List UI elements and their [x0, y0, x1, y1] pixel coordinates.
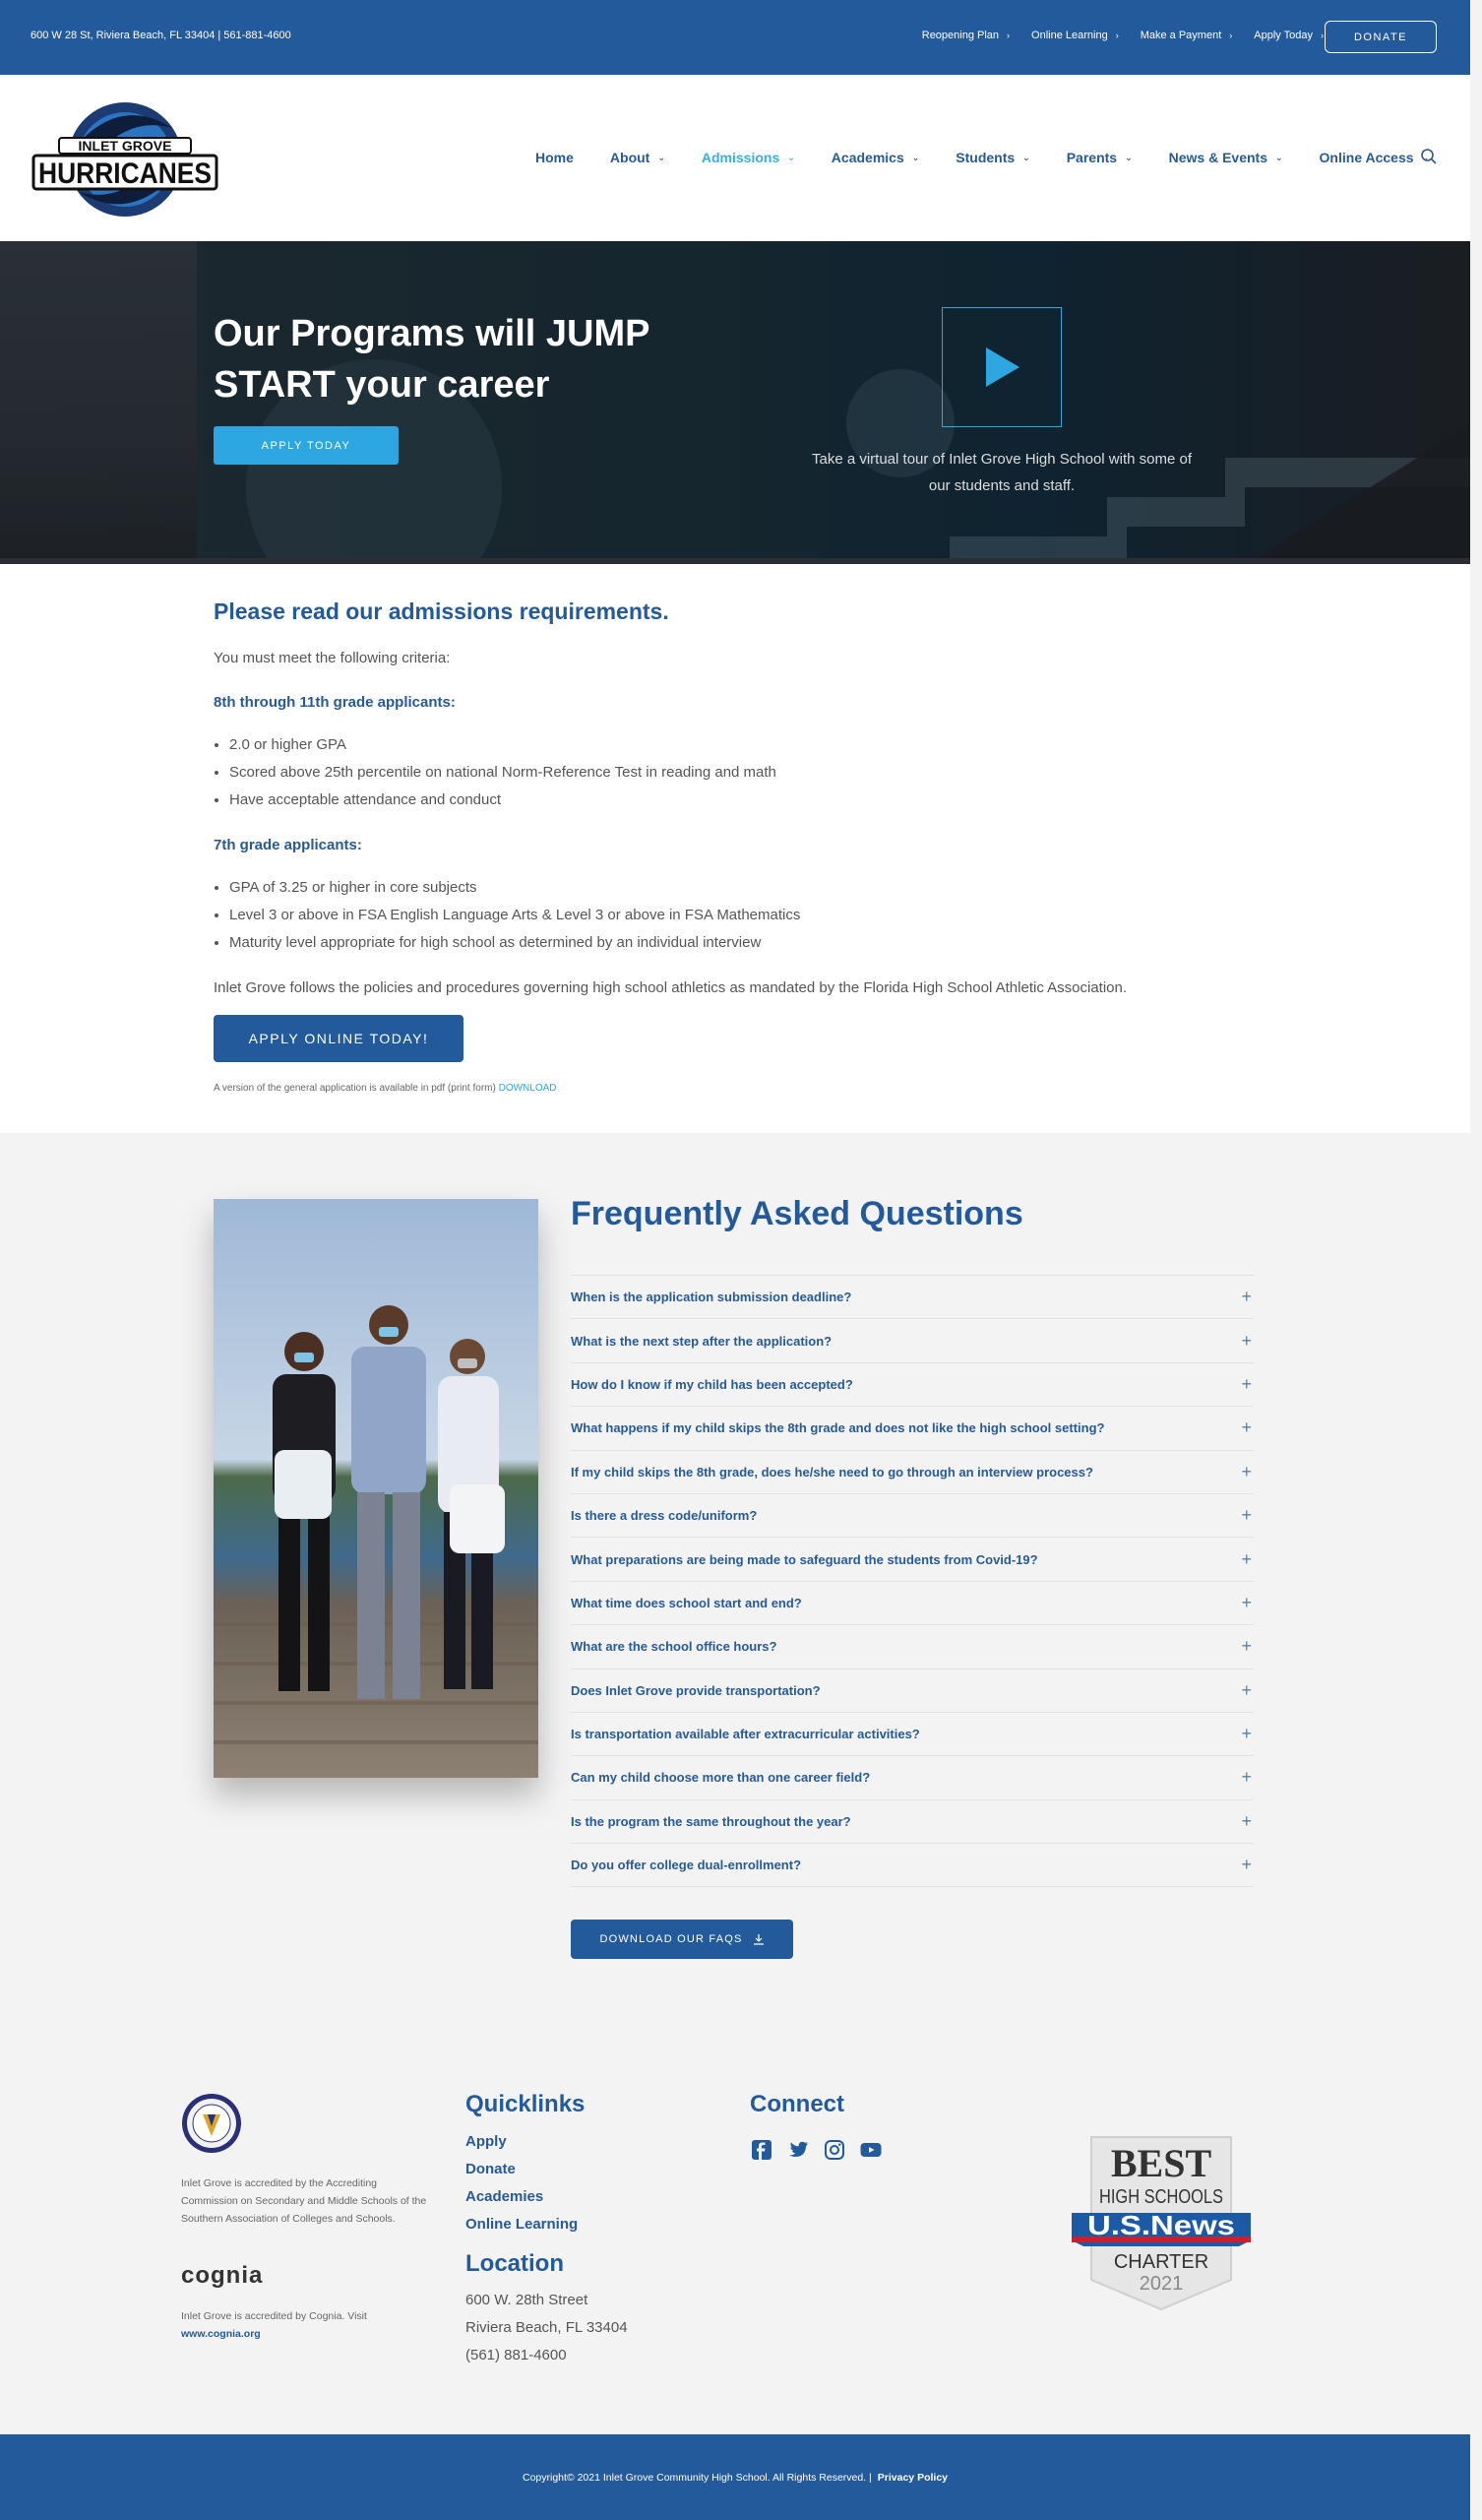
top-link-label: Reopening Plan [921, 30, 1000, 41]
top-link-label: Apply Today [1254, 30, 1313, 41]
faq-question: Does Inlet Grove provide transportation? [571, 1682, 821, 1698]
download-icon [753, 1933, 765, 1945]
street-address: 600 W. 28th Street [465, 2292, 588, 2308]
badge-high-schools: HIGH SCHOOLS [1099, 2186, 1223, 2208]
quicklinks-heading: Quicklinks [465, 2091, 586, 2117]
faq-item[interactable] [571, 1800, 1254, 1844]
hero-background-person [0, 241, 197, 564]
faq-question: Do you offer college dual-enrollment? [571, 1858, 802, 1873]
donate-button[interactable]: DONATE [1325, 21, 1437, 53]
site-footer [0, 2053, 1470, 2434]
chevron-down-icon: ⌄ [1022, 152, 1030, 162]
hero-title: Our Programs will JUMP START your career [214, 313, 649, 406]
quicklink-apply[interactable]: Apply [465, 2133, 507, 2150]
top-link-apply[interactable] [1254, 30, 1324, 41]
plus-icon: + [1241, 1505, 1252, 1526]
top-bar [0, 0, 1470, 75]
nav-label: About [609, 150, 650, 165]
faq-question: What time does school start and end? [571, 1595, 802, 1610]
nav-home[interactable] [535, 150, 574, 165]
pdf-note [214, 1083, 557, 1094]
admissions-intro: You must meet the following criteria: [214, 650, 451, 666]
faq-item[interactable] [571, 1538, 1254, 1581]
plus-icon: + [1241, 1418, 1252, 1438]
faq-question: If my child skips the 8th grade, does he/she need to go through an interview process? [571, 1464, 1093, 1480]
plus-icon: + [1241, 1330, 1252, 1351]
faq-accordion [571, 1275, 1254, 1887]
plus-icon: + [1241, 1636, 1252, 1657]
chevron-down-icon: ⌄ [657, 152, 665, 162]
apply-today-button[interactable]: APPLY TODAY [214, 426, 399, 465]
plus-icon: + [1241, 1461, 1252, 1481]
list-item: • Level 3 or above in FSA English Language Arts & Level 3 or above in FSA Mathematics [229, 902, 800, 929]
plus-icon: + [1241, 1679, 1252, 1700]
plus-icon: + [1241, 1548, 1252, 1569]
faq-item[interactable] [571, 1451, 1254, 1494]
quicklinks-list [465, 2128, 578, 2238]
nav-about[interactable] [610, 150, 665, 165]
main-nav [535, 150, 1465, 165]
faq-item[interactable] [571, 1670, 1254, 1713]
faq-question: Is the program the same throughout the year? [571, 1813, 851, 1829]
hero-banner [0, 241, 1470, 564]
faq-item[interactable] [571, 1713, 1254, 1756]
video-play-button[interactable] [942, 307, 1062, 427]
group1-criteria [229, 731, 776, 814]
faq-item[interactable] [571, 1276, 1254, 1319]
phone-number: (561) 881-4600 [465, 2347, 567, 2363]
badge-usnews: U.S.News [1087, 2210, 1235, 2240]
youtube-icon[interactable] [859, 2138, 883, 2162]
logo-main-text: HURRICANES [38, 158, 212, 190]
top-link-label: Online Learning [1031, 30, 1108, 41]
top-link-online-learning[interactable] [1031, 30, 1119, 41]
faq-item[interactable] [571, 1319, 1254, 1362]
play-icon [980, 346, 1023, 389]
faq-question: How do I know if my child has been accepted? [571, 1376, 853, 1392]
list-item: • Maturity level appropriate for high school as determined by an individual interview [229, 929, 800, 957]
nav-label: Admissions [701, 150, 780, 165]
instagram-icon[interactable] [823, 2138, 846, 2162]
plus-icon: + [1241, 1855, 1252, 1875]
location-heading: Location [465, 2250, 564, 2277]
accreditation-seal [181, 2093, 242, 2154]
faq-question: What is the next step after the application? [571, 1333, 833, 1349]
admissions-heading: Please read our admissions requirements. [214, 598, 669, 624]
plus-icon: + [1241, 1724, 1252, 1744]
chevron-right-icon: › [1007, 31, 1011, 40]
facebook-icon[interactable] [750, 2138, 773, 2162]
top-link-payment[interactable] [1141, 30, 1233, 41]
search-icon[interactable] [1420, 148, 1438, 165]
quicklink-academies[interactable]: Academies [465, 2188, 544, 2205]
download-faqs-label: DOWNLOAD OUR FAQS [599, 1933, 743, 1945]
nav-news-events[interactable] [1169, 150, 1283, 165]
chevron-right-icon: › [1229, 31, 1233, 40]
faq-question: Is transportation available after extracurricular activities? [571, 1727, 920, 1742]
badge-year: 2021 [1139, 2273, 1184, 2295]
chevron-down-icon: ⌄ [787, 152, 795, 162]
top-link-label: Make a Payment [1140, 30, 1222, 41]
copyright-text: Copyright© 2021 Inlet Grove Community High School. All Rights Reserved. | [522, 2471, 872, 2484]
faq-item[interactable] [571, 1756, 1254, 1799]
nav-parents[interactable] [1067, 150, 1133, 165]
download-faqs-button[interactable] [571, 1920, 793, 1959]
faq-question: What happens if my child skips the 8th grade and does not like the high school setting? [571, 1420, 1105, 1436]
athletics-policy: Inlet Grove follows the policies and procedures governing high school athletics as mandated by the Florida High School Athletic Association. [214, 979, 1128, 996]
students-photo [214, 1199, 538, 1778]
privacy-policy-link[interactable]: Privacy Policy [877, 2471, 948, 2484]
nav-label: News & Events [1168, 150, 1267, 165]
chevron-down-icon: ⌄ [1125, 152, 1133, 162]
list-item: • 2.0 or higher GPA [229, 731, 776, 759]
location-info [465, 2287, 628, 2369]
faq-item[interactable] [571, 1625, 1254, 1669]
logo-top-text: INLET GROVE [78, 138, 172, 154]
twitter-icon[interactable] [786, 2138, 810, 2162]
group2-title: 7th grade applicants: [214, 837, 362, 853]
faq-item[interactable] [571, 1582, 1254, 1625]
chevron-right-icon: › [1321, 31, 1324, 40]
top-link-reopening[interactable] [922, 30, 1010, 41]
cognia-text-label: Inlet Grove is accredited by Cognia. Visit [181, 2310, 367, 2322]
plus-icon: + [1241, 1810, 1252, 1831]
faq-question: What are the school office hours? [571, 1639, 777, 1655]
nav-label: Online Access [1319, 150, 1414, 165]
faq-item[interactable] [571, 1363, 1254, 1407]
chevron-right-icon: › [1115, 31, 1119, 40]
plus-icon: + [1241, 1287, 1252, 1307]
faq-item[interactable] [571, 1407, 1254, 1450]
contact-address: 600 W 28 St, Riviera Beach, FL 33404 | 561-881-4600 [31, 30, 291, 41]
nav-label: Home [535, 150, 574, 165]
group1-title: 8th through 11th grade applicants: [214, 694, 456, 711]
plus-icon: + [1241, 1592, 1252, 1612]
nav-label: Parents [1066, 150, 1118, 165]
faq-title: Frequently Asked Questions [571, 1195, 1023, 1232]
plus-icon: + [1241, 1373, 1252, 1394]
social-links [750, 2138, 883, 2162]
plus-icon: + [1241, 1767, 1252, 1788]
admissions-section [0, 564, 1470, 1133]
us-news-badge [1072, 2132, 1251, 2311]
city-state-zip: Riviera Beach, FL 33404 [465, 2319, 628, 2336]
faq-question: Can my child choose more than one career field? [571, 1770, 871, 1786]
virtual-tour-text: Take a virtual tour of Inlet Grove High School with some of our students and staff. [811, 451, 1192, 494]
nav-admissions[interactable] [702, 150, 795, 165]
faq-section [0, 1133, 1470, 2053]
chevron-down-icon: ⌄ [911, 152, 920, 162]
connect-heading: Connect [750, 2091, 844, 2117]
cognia-link[interactable]: www.cognia.org [181, 2328, 261, 2340]
apply-online-button[interactable]: APPLY ONLINE TODAY! [214, 1015, 463, 1062]
nav-academics[interactable] [832, 150, 919, 165]
faq-item[interactable] [571, 1494, 1254, 1538]
pdf-note-text: A version of the general application is available in pdf (print form) [214, 1083, 496, 1094]
pdf-download-link[interactable]: DOWNLOAD [498, 1083, 557, 1094]
nav-students[interactable] [956, 150, 1029, 165]
copyright-bar [0, 2434, 1470, 2520]
faq-question: When is the application submission deadline? [571, 1290, 852, 1305]
list-item: • Scored above 25th percentile on national Norm-Reference Test in reading and math [229, 759, 776, 787]
cognia-logo: cognia [181, 2262, 264, 2289]
accreditation-text: Inlet Grove is accredited by the Accrediting Commission on Secondary and Middle Schools of the Southern Association of Colleges and Schools. [181, 2177, 427, 2225]
nav-label: Academics [831, 150, 904, 165]
chevron-down-icon: ⌄ [1275, 152, 1283, 162]
faq-question: What preparations are being made to safeguard the students from Covid-19? [571, 1551, 1038, 1567]
cognia-text [181, 2307, 427, 2343]
faq-question: Is there a dress code/uniform? [571, 1508, 758, 1524]
nav-label: Students [956, 150, 1016, 165]
badge-best: BEST [1110, 2141, 1212, 2185]
site-header [0, 75, 1470, 241]
list-item: • Have acceptable attendance and conduct [229, 787, 776, 814]
quicklink-online-learning[interactable]: Online Learning [465, 2216, 579, 2233]
badge-charter: CHARTER [1113, 2251, 1209, 2273]
group2-criteria [229, 874, 800, 957]
chevron-down-icon: ⌄ [1421, 152, 1430, 162]
quicklink-donate[interactable]: Donate [465, 2161, 516, 2177]
list-item: • GPA of 3.25 or higher in core subjects [229, 874, 800, 902]
nav-online-access[interactable] [1320, 150, 1430, 165]
hurricanes-logo[interactable] [30, 98, 220, 220]
faq-item[interactable] [571, 1844, 1254, 1887]
top-links [900, 30, 1324, 41]
